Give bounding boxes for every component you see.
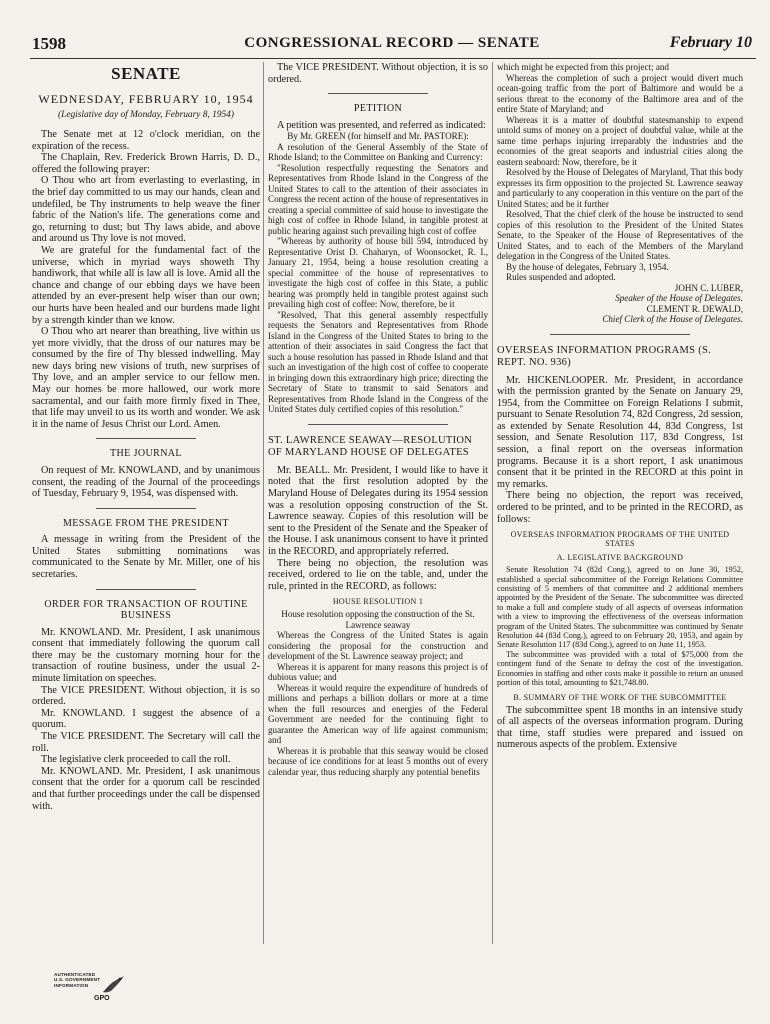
legislative-day: (Legislative day of Monday, February 8, 1954)	[57, 110, 234, 120]
seal-text: INFORMATION	[54, 982, 89, 988]
paragraph: which might be expected from this project; and	[497, 62, 669, 72]
paragraph: The Senate met at 12 o'clock meridian, on the expiration of the recess.	[32, 129, 260, 152]
seal-text: AUTHENTICATED	[54, 972, 96, 977]
signatory-title: Chief Clerk of the House of Delegates.	[602, 314, 743, 324]
paragraph: Whereas the completion of such a project would divert much ocean-going traffic from the port of Baltimore and would be a serious threat to the economy of the Baltimore area and of the entire State of Maryland; and	[497, 72, 743, 114]
heading-petition: PETITION	[353, 103, 403, 115]
paragraph: Mr. KNOWLAND. Mr. President, I ask unanimous consent that immediately following the quorum call there may be the customary morning hour for the transaction of routine business, under the usual 2-minute limitation on speeches.	[32, 626, 260, 684]
publication-title: CONGRESSIONAL RECORD — SENATE	[244, 35, 540, 51]
paragraph: Mr. BEALL. Mr. President, I would like to have it noted that the first resolution adopted by the Maryland House of Delegates during its 1954 session was a resolution opposing construction of the St. Lawrence seaway. Copies of this resolution will be sent to the President of the Senate and the Speaker of the House. I ask unanimous consent to have it printed in the RECORD, and appropriately referred.	[268, 464, 488, 557]
paragraph: Rules suspended and adopted.	[506, 272, 616, 282]
paragraph: A petition was presented, and referred as indicated:	[277, 119, 486, 131]
divider	[550, 334, 690, 335]
section-heading-senate: SENATE	[111, 64, 181, 83]
paragraph: Whereas it is a matter of doubtful statesmanship to expend untold sums of money on a project of doubtful value, while at the same time perhaps injuring irreparably the industries and the economies of the great seaports and industrial cities along the eastern seaboard: Now, therefore, be it	[497, 114, 743, 167]
quoted-paragraph: "Resolved, That this general assembly respectfully requests the Senators and Representatives from Rhode Island in the Congress of the United States to bring to the attention of their associates in said Congress the fact that such a house resolution has passed in Rhode Island and that such an investigation of the high cost of coffee to cooperate in bringing down this extraordinary high price; directing the Secretary of State to transmit to said Senators and Representatives from Rhode Island in the Congress of the United States duly certified copies of this resolution."	[268, 309, 488, 415]
paragraph: Mr. KNOWLAND. Mr. President, I ask unanimous consent that the order for a quorum call be rescinded and that further proceedings under the call be dispensed with.	[32, 765, 260, 812]
dateline: WEDNESDAY, FEBRUARY 10, 1954	[38, 92, 254, 106]
divider	[96, 589, 196, 590]
petition-byline: By Mr. GREEN (for himself and Mr. PASTORE):	[287, 131, 469, 142]
heading-house-resolution-1: HOUSE RESOLUTION 1	[332, 597, 424, 607]
paragraph: Resolved by the House of Delegates of Maryland, That this body expresses its firm opposition to the projected St. Lawrence seaway and particularly to any cooperation in this venture on the part of the United States; and be it further	[497, 167, 743, 209]
seal-text: U.S. GOVERNMENT	[54, 977, 101, 983]
paragraph: Resolved, That the chief clerk of the house be instructed to send copies of this resolution to the President of the United States Senate, to the Speaker of the House of Representatives of the United States, and to each of the Members of the Maryland delegation in the Congress of the United States.	[497, 209, 743, 261]
quoted-paragraph: "Resolution respectfully requesting the Senators and Representatives from Rhode Island in the Congress of the United States to call to the attention of their associates in Congress the recent action of the house of representatives in creating a special committee of said house to investigate the high cost of coffee in Rhode Island, in tangible protest at public hearing against such prevailing high cost of coffee	[268, 162, 488, 236]
paragraph: The subcommittee spent 18 months in an intensive study of all aspects of the overseas information program. During that time, staff studies were prepared and issued on numerous aspects of the problem. Extensive	[497, 704, 743, 751]
section-b-heading: B. SUMMARY OF THE WORK OF THE SUBCOMMITTEE	[513, 692, 727, 702]
heading-message-from-president: MESSAGE FROM THE PRESIDENT	[62, 517, 230, 529]
paragraph: Mr. HICKENLOOPER. Mr. President, in accordance with the permission granted by the Senate on January 29, 1954, from the Committee on Foreign Relations I submit, pursuant to Senate Resolution 74, 82d Congress, 2d session, as extended by Senate Resolution 44, 83d Congress, 1st session, and Senate Resolution 117, 83d Congress, 1st session, a final report on the overseas information programs. Because it is a short report, I ask unanimous consent that it be printed in the RECORD at this point in my remarks.	[497, 374, 743, 490]
paragraph: Mr. KNOWLAND. I suggest the absence of a quorum.	[32, 707, 260, 731]
paragraph: By the house of delegates, February 3, 1954.	[506, 261, 669, 272]
divider	[328, 93, 428, 94]
paragraph: Whereas it would require the expenditure of hundreds of millions and perhaps a billion dollars or more at a time when the full resources and energies of the Federal Government are needed for the continuing fight to guarantee the American way of life against communism; and	[268, 682, 488, 746]
divider	[308, 424, 448, 425]
section-a-heading: A. LEGISLATIVE BACKGROUND	[556, 553, 684, 563]
paragraph: A message in writing from the President of the United States submitting nominations was communicated to the Senate by Mr. Miller, one of his secretaries.	[32, 534, 260, 580]
signatory-title: Speaker of the House of Delegates.	[615, 293, 743, 303]
signatory-name: JOHN C. LUBER,	[674, 282, 743, 293]
paragraph: Whereas it is probable that this seaway would be closed because of ice conditions for at least 5 months out of every calendar year, thus reducing sharply any potential benefits	[268, 745, 488, 777]
paragraph: The legislative clerk proceeded to call the roll.	[41, 754, 231, 766]
page-number: 1598	[32, 34, 66, 53]
column-divider	[263, 62, 264, 944]
column-divider	[492, 62, 493, 944]
report-title: OVERSEAS INFORMATION PROGRAMS OF THE UNITED STATES	[510, 530, 730, 549]
column-3	[497, 62, 743, 974]
header-rule	[30, 58, 756, 59]
running-head	[32, 34, 752, 56]
prayer-paragraph: O Thou who art from everlasting to everlasting, in the brief day committed to us may our hands, clean and undefiled, be Thy instruments to help weave the finer fabric of the Nation's life. The generations come and go, returning to dust; but Thy laws abide, and above and around us Thy love is not moved.	[32, 175, 260, 245]
resolution-description: House resolution opposing the construction of the St. Lawrence seaway	[281, 609, 475, 630]
paragraph: The subcommittee was provided with a total of $75,000 from the contingent fund of the Senate to defray the cost of the investigation. Economies in staffing and other costs make it possible to return an unused portion of this total, amounting to $21,748.80.	[497, 649, 743, 688]
column-2	[268, 62, 488, 974]
paragraph: A resolution of the General Assembly of the State of Rhode Island; to the Committee on Banking and Currency:	[268, 141, 488, 163]
paragraph: There being no objection, the resolution was received, ordered to lie on the table, and, under the rule, printed in the RECORD, as follows:	[268, 557, 488, 592]
paragraph: On request of Mr. KNOWLAND, and by unanimous consent, the reading of the Journal of the proceedings of Tuesday, February 9, 1954, was dispensed with.	[32, 464, 260, 500]
issue-date: February 10	[669, 34, 752, 51]
divider	[96, 508, 196, 509]
prayer-paragraph: We are grateful for the fundamental fact of the universe, which in myriad ways showeth Thy handiwork, that while all is law all is love. Amid all the chance and change of our ebbing days we have been attended by an ever-present help wiser than our own; our hurts have been healed and our burdens made light by a strength kinder than we know.	[32, 244, 260, 326]
paragraph: Senate Resolution 74 (82d Cong.), agreed to on June 30, 1952, established a special subcommittee of the Foreign Relations Committee consisting of 5 members of that committee and 2 additional members appointed by the President of the Senate. The subcommittee was directed to make a full and complete study of all aspects of overseas information with a view to improving the effectiveness of the overseas information program of the United States. The subcommittee was continued by Senate Resolution 44 (83d Cong.), agreed to on February 20, 1953, and again by Senate Resolution 117 (83d Cong.), agreed to on June 11, 1953.	[497, 565, 743, 650]
gpo-label: GPO	[94, 995, 110, 1002]
signatory-name: CLEMENT R. DEWALD,	[646, 303, 743, 314]
paragraph: The VICE PRESIDENT. Without objection, it is so ordered.	[32, 684, 260, 708]
paragraph: There being no objection, the report was received, ordered to be printed, and to be printed in the RECORD, as follows:	[497, 490, 743, 525]
column-1	[32, 62, 260, 974]
heading-the-journal: THE JOURNAL	[110, 448, 182, 460]
paragraph: The VICE PRESIDENT. Without objection, it is so ordered.	[268, 62, 488, 85]
quoted-paragraph: "Whereas by authority of house bill 594, introduced by Representative Orist D. Chaharyn, of Woonsocket, R. I., January 21, 1954, being a house resolution creating a special committee of the house of representatives to investigate the high cost of coffee in this State, a public hearing was promptly held in tangible protest against such prevailing high cost of coffee: Now, therefore, be it	[268, 236, 488, 310]
paragraph: The Chaplain, Rev. Frederick Brown Harris, D. D., offered the following prayer:	[32, 152, 260, 175]
gpo-authentication-seal	[54, 972, 124, 1006]
paragraph: The VICE PRESIDENT. The Secretary will call the roll.	[32, 730, 260, 754]
heading-st-lawrence-seaway: ST. LAWRENCE SEAWAY—RESOLUTION OF MARYLAND HOUSE OF DELEGATES	[268, 434, 473, 459]
prayer-paragraph: O Thou who art nearer than breathing, live within us yet more vividly, that the dross of our natures may be consumed by the fire of Thy blessed indwelling. May new days bring new visions of truth, new surprises of Thy love, and an ampler service to our fellow men. May our homes be more hallowed, our work more sacramental, and our faith more firmly fixed in Thee, that life may unveil to us its worth and wonder. We ask it in the name of Jesus Christ our Lord. Amen.	[32, 326, 260, 430]
heading-overseas-information: OVERSEAS INFORMATION PROGRAMS (S. REPT. NO. 936)	[497, 344, 712, 368]
paragraph: Whereas it is apparent for many reasons this project is of dubious value; and	[268, 661, 488, 683]
paragraph: Whereas the Congress of the United States is again considering the proposal for the construction and development of the St. Lawrence seaway project; and	[268, 630, 488, 662]
heading-order-routine-business: ORDER FOR TRANSACTION OF ROUTINE BUSINESS	[44, 598, 248, 622]
divider	[96, 438, 196, 439]
